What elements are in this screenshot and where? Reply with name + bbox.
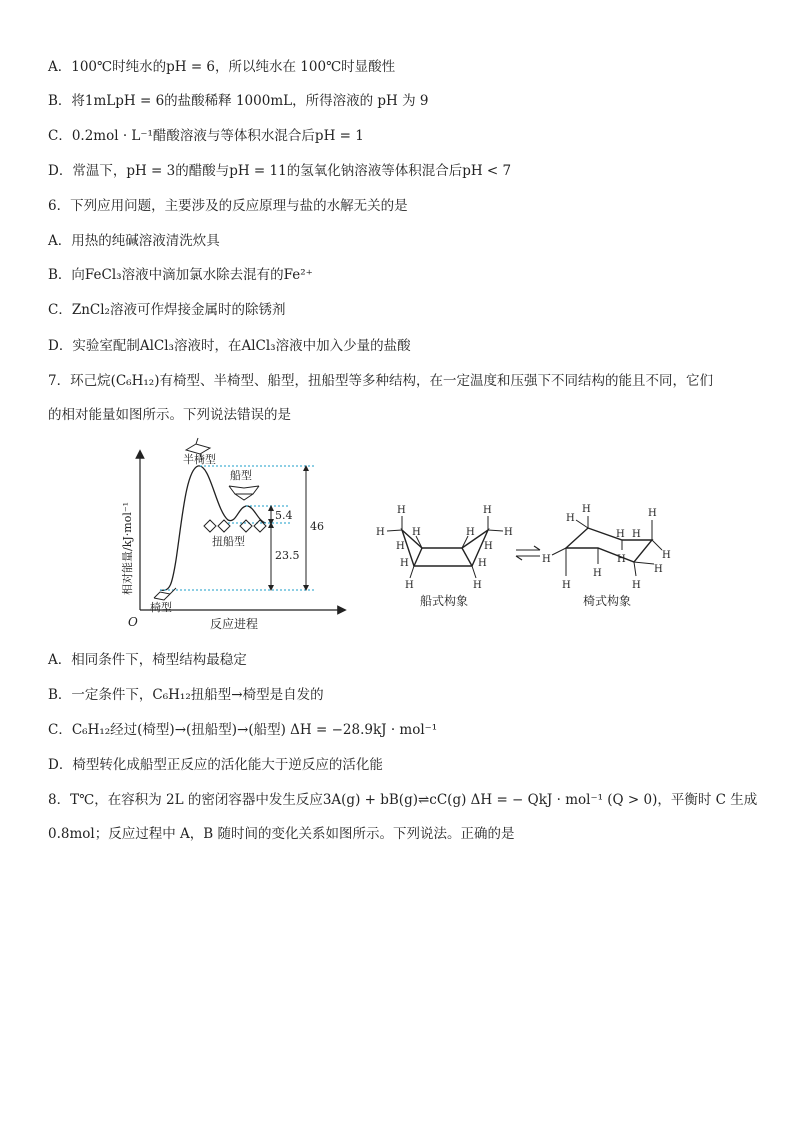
- option-5d: D．常温下，pH = 3的醋酸与pH = 11的氢氧化钠溶液等体积混合后pH < 7: [48, 163, 512, 179]
- svg-text:H: H: [654, 564, 663, 575]
- option-5b: B．将1mLpH = 6的盐酸稀释 1000mL，所得溶液的 pH 为 9: [48, 93, 429, 109]
- question-6-stem: 6．下列应用问题，主要涉及的反应原理与盐的水解无关的是: [48, 198, 408, 214]
- origin-label: O: [128, 615, 138, 629]
- svg-text:H: H: [566, 513, 575, 524]
- svg-text:H: H: [632, 580, 641, 591]
- label-twist-boat: 扭船型: [212, 535, 245, 548]
- value-46: 46: [310, 520, 324, 533]
- twist-boat-sketch: [204, 520, 266, 532]
- chair-h-labels: [542, 504, 671, 591]
- svg-text:H: H: [397, 505, 406, 516]
- svg-text:H: H: [562, 580, 571, 591]
- svg-text:H: H: [483, 505, 492, 516]
- question-8-stem-2: 0.8mol；反应过程中 A，B 随时间的变化关系如图所示。下列说法。正确的是: [48, 826, 515, 842]
- option-5a: A．100℃时纯水的pH = 6，所以纯水在 100℃时显酸性: [48, 59, 396, 75]
- svg-text:H: H: [617, 554, 626, 565]
- option-7d: D．椅型转化成船型正反应的活化能大于逆反应的活化能: [48, 757, 383, 773]
- question-7-stem-1: 7．环己烷(C₆H₁₂)有椅型、半椅型、船型，扭船型等多种结构，在一定温度和压强下不同结构的能且不同，它们: [48, 373, 713, 389]
- svg-text:H: H: [648, 508, 657, 519]
- equilibrium-arrows: [516, 546, 540, 560]
- svg-text:H: H: [478, 558, 487, 569]
- svg-text:H: H: [582, 504, 591, 515]
- svg-text:H: H: [542, 554, 551, 565]
- option-6d: D．实验室配制AlCl₃溶液时，在AlCl₃溶液中加入少量的盐酸: [48, 338, 411, 354]
- svg-text:H: H: [396, 541, 405, 552]
- option-7c: C．C₆H₁₂经过(椅型)→(扭船型)→(船型) ΔH = −28.9kJ · mol⁻¹: [48, 722, 438, 738]
- question-7-stem-2: 的相对能量如图所示。下列说法错误的是: [48, 407, 291, 423]
- option-6c: C．ZnCl₂溶液可作焊接金属时的除锈剂: [48, 302, 286, 318]
- svg-text:H: H: [662, 550, 671, 561]
- svg-text:H: H: [484, 541, 493, 552]
- option-6b: B．向FeCl₃溶液中滴加氯水除去混有的Fe²⁺: [48, 267, 313, 283]
- caption-chair: 椅式构象: [583, 594, 632, 608]
- svg-text:H: H: [473, 580, 482, 591]
- value-23-5: 23.5: [275, 549, 300, 562]
- svg-text:H: H: [632, 529, 641, 540]
- svg-text:H: H: [466, 527, 475, 538]
- y-axis-label: 相对能量/kJ·mol⁻¹: [121, 501, 134, 595]
- caption-boat: 船式构象: [420, 594, 469, 608]
- svg-text:H: H: [504, 527, 513, 538]
- option-6a: A．用热的纯碱溶液清洗炊具: [48, 233, 220, 249]
- label-boat: 船型: [230, 469, 252, 482]
- svg-text:H: H: [593, 568, 602, 579]
- option-7b: B．一定条件下，C₆H₁₂扭船型→椅型是自发的: [48, 687, 324, 703]
- label-half-chair: 半椅型: [183, 453, 216, 466]
- svg-text:H: H: [412, 527, 421, 538]
- svg-text:H: H: [616, 529, 625, 540]
- label-chair: 椅型: [150, 601, 172, 614]
- option-7a: A．相同条件下，椅型结构最稳定: [48, 652, 247, 668]
- boat-sketch: [229, 486, 259, 500]
- svg-text:H: H: [400, 558, 409, 569]
- option-5c: C．0.2mol · L⁻¹醋酸溶液与等体积水混合后pH = 1: [48, 128, 364, 144]
- x-axis-label: 反应进程: [210, 617, 259, 631]
- question-8-stem-1: 8．T℃，在容积为 2L 的密闭容器中发生反应3A(g) + bB(g)⇌cC(g) ΔH = − QkJ · mol⁻¹ (Q > 0)，平衡时 C 生成: [48, 792, 758, 808]
- svg-text:H: H: [376, 527, 385, 538]
- value-5-4: 5.4: [275, 509, 293, 522]
- svg-text:H: H: [405, 580, 414, 591]
- energy-diagram: [120, 438, 342, 631]
- chair-conformation: [552, 516, 662, 576]
